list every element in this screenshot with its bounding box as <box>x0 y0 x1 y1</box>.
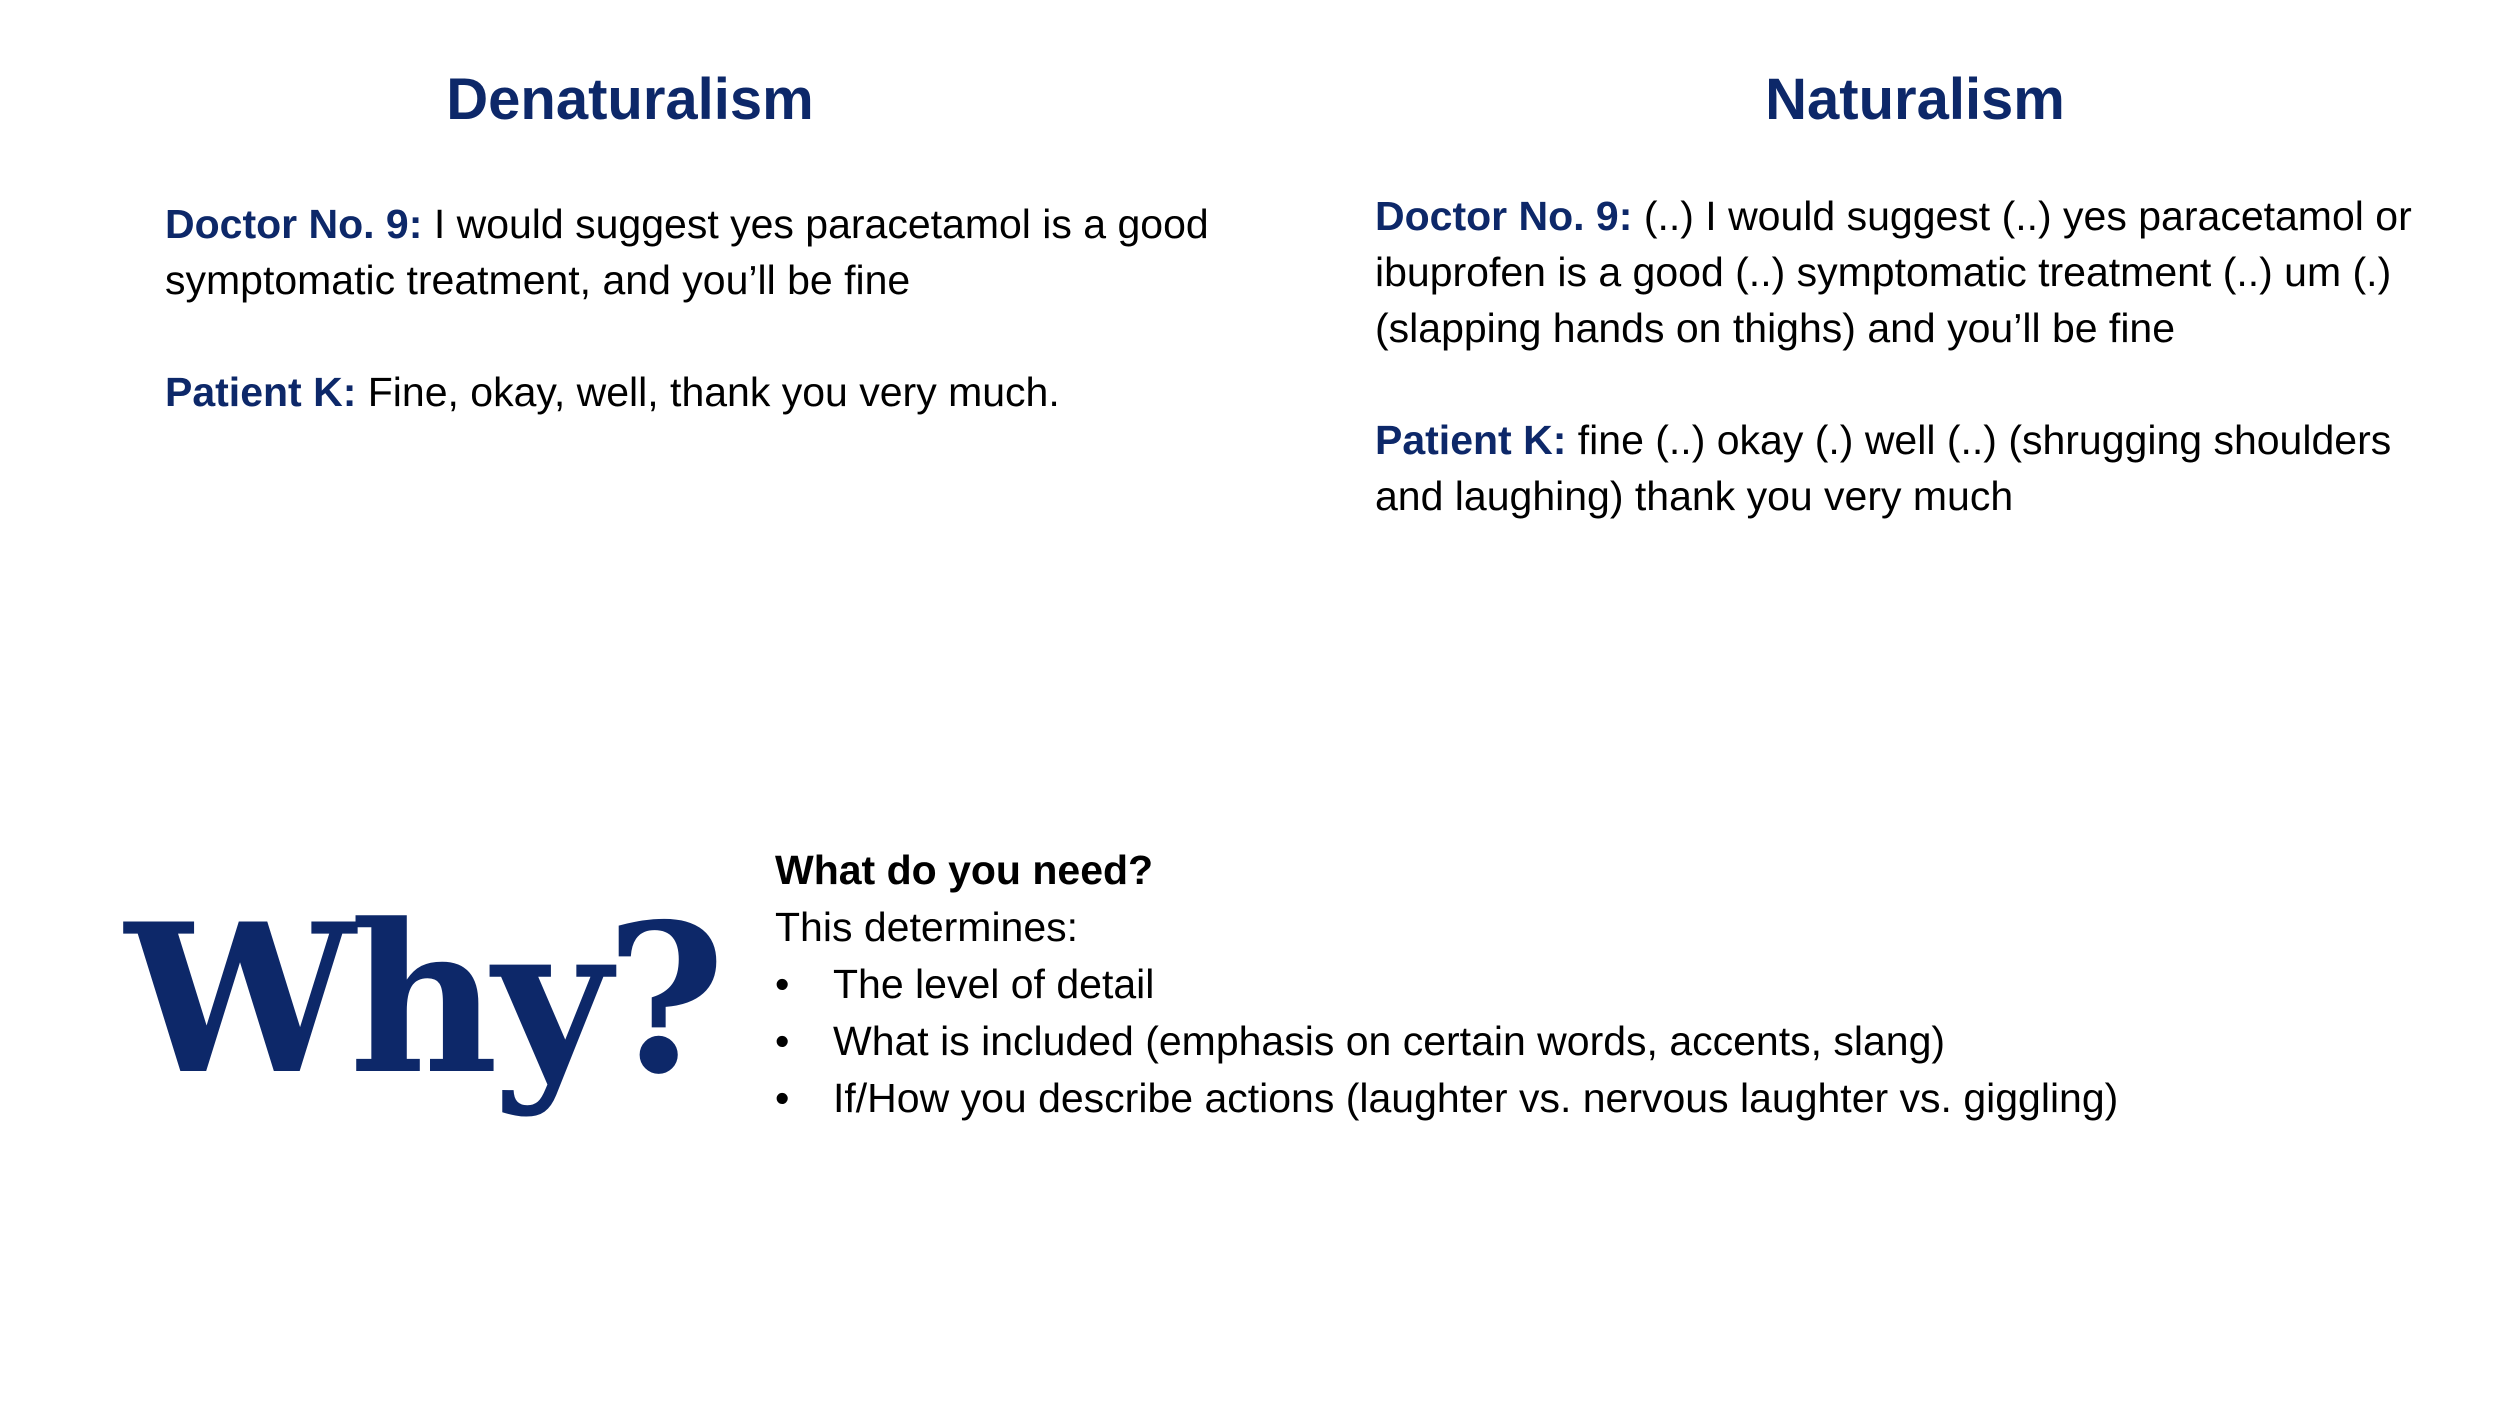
list-item <box>775 1013 2425 1070</box>
doctor-turn <box>165 196 1265 308</box>
patient-utterance: fine (..) okay (.) well (..) (shrugging shoulders and laughing) thank you very much <box>1375 417 2392 519</box>
list-item <box>775 956 2425 1013</box>
denaturalism-heading: Denaturalism <box>446 67 814 132</box>
naturalism-transcript <box>1375 188 2465 580</box>
patient-speaker-label: Patient K: <box>1375 417 1567 463</box>
doctor-speaker-label: Doctor No. 9: <box>1375 193 1633 239</box>
naturalism-heading: Naturalism <box>1765 67 2065 132</box>
needs-question: What do you need? <box>775 847 1154 893</box>
bullet-icon: • <box>775 1075 790 1121</box>
doctor-utterance: (..) I would suggest (..) yes paracetamol or ibuprofen is a good (..) symptomatic treatment (..) um (.) (slapping hands on thighs) and you’ll be fine <box>1375 193 2412 351</box>
patient-speaker-label: Patient K: <box>165 369 357 415</box>
list-item-text: The level of detail <box>833 961 1155 1007</box>
patient-utterance: Fine, okay, well, thank you very much. <box>367 369 1060 415</box>
doctor-speaker-label: Doctor No. 9: <box>165 201 423 247</box>
patient-turn <box>165 364 1265 420</box>
doctor-turn <box>1375 188 2465 356</box>
list-item-text: If/How you describe actions (laughter vs. nervous laughter vs. giggling) <box>833 1075 2119 1121</box>
needs-section <box>775 842 2425 1127</box>
why-title: Why? <box>125 880 720 1120</box>
denaturalism-transcript <box>165 196 1265 476</box>
patient-turn <box>1375 412 2465 524</box>
bullet-icon: • <box>775 1018 790 1064</box>
needs-list <box>775 956 2425 1127</box>
list-item <box>775 1070 2425 1127</box>
list-item-text: What is included (emphasis on certain words, accents, slang) <box>833 1018 1946 1064</box>
doctor-utterance: I would suggest yes paracetamol is a good symptomatic treatment, and you’ll be fine <box>165 201 1209 303</box>
bullet-icon: • <box>775 961 790 1007</box>
needs-intro: This determines: <box>775 904 1079 950</box>
